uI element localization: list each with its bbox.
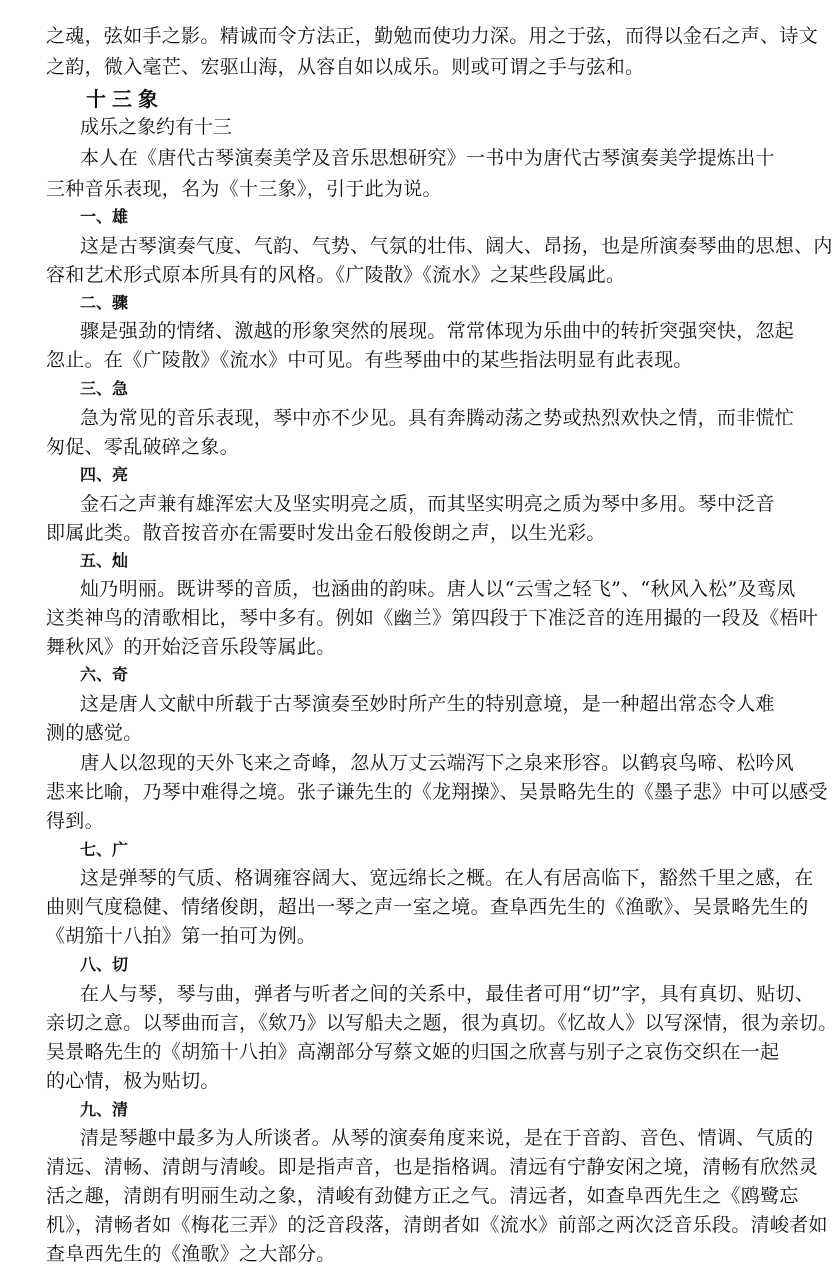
- intro-line-2: 之韵，微入毫芒、宏驱山海，从容自如以成乐。则或可谓之手与弦和。: [46, 56, 645, 78]
- item-line: 匆促、零乱破碎之象。: [46, 436, 240, 458]
- item-line: 清远、清畅、清朗与清峻。即是指声音，也是指格调。清远有宁静安闲之境，清畅有欣然灵: [46, 1156, 819, 1178]
- section-subtitle: 成乐之象约有十三: [80, 116, 233, 138]
- item-line: 舞秋风》的开始泛音乐段等属此。: [46, 636, 336, 658]
- item-line: 的心情，极为贴切。: [46, 1070, 220, 1092]
- item-line: 这是弹琴的气质、格调雍容阔大、宽远绵长之概。在人有居高临下，豁然千里之感，在: [80, 867, 814, 889]
- item-line: 测的感觉。: [46, 722, 143, 744]
- item-heading-can: 五、灿: [80, 551, 129, 570]
- item-line: 这类神鸟的清歌相比，琴中多有。例如《幽兰》第四段于下准泛音的连用撮的一段及《梧叶: [46, 607, 819, 629]
- item-line: 这是古琴演奏气度、气韵、气势、气氛的壮伟、阔大、昂扬，也是所演奏琴曲的思想、内: [80, 235, 833, 257]
- item-line: 曲则气度稳健、情绪俊朗，超出一琴之声一室之境。查阜西先生的《渔歌》、吴景略先生的: [46, 896, 809, 918]
- section-intro-line-2: 三种音乐表现，名为《十三象》，引于此为说。: [46, 178, 442, 200]
- item-line: 在人与琴，琴与曲，弹者与听者之间的关系中，最佳者可用“切”字，具有真切、贴切、: [80, 983, 815, 1005]
- item-heading-ji: 三、急: [80, 379, 129, 398]
- item-line: 这是唐人文献中所载于古琴演奏至妙时所产生的特别意境，是一种超出常态令人难: [80, 693, 775, 715]
- item-line: 即属此类。散音按音亦在需要时发出金石般俊朗之声，以生光彩。: [46, 522, 606, 544]
- item-line: 吴景略先生的《胡笳十八拍》高潮部分写蔡文姬的归国之欣喜与别子之哀伤交织在一起: [46, 1041, 780, 1063]
- item-heading-qie: 八、切: [80, 955, 129, 974]
- item-heading-liang: 四、亮: [80, 465, 129, 484]
- section-intro-line-1: 本人在《唐代古琴演奏美学及音乐思想研究》一书中为唐代古琴演奏美学提炼出十: [80, 147, 775, 169]
- item-line: 清是琴趣中最多为人所谈者。从琴的演奏角度来说，是在于音韵、音色、情调、气质的: [80, 1127, 814, 1149]
- item-line: 唐人以忽现的天外飞来之奇峰，忽从万丈云端泻下之泉来形容。以鹤哀鸟啼、松吟风: [80, 752, 795, 774]
- item-line: 查阜西先生的《渔歌》之大部分。: [46, 1243, 336, 1265]
- item-line: 灿乃明丽。既讲琴的音质，也涵曲的韵味。唐人以“云雪之轻飞”、“秋风入松”及鸾凤: [80, 578, 796, 600]
- item-line: 悲来比喻，乃琴中难得之境。张子谦先生的《龙翔操》、吴景略先生的《墨子悲》中可以感受: [46, 781, 828, 803]
- item-line: 活之趣，清朗有明丽生动之象，清峻有劲健方正之气。清远者，如查阜西先生之《鸥鹭忘: [46, 1185, 799, 1207]
- item-line: 容和艺术形式原本所具有的风格。《广陵散》《流水》之某些段属此。: [46, 264, 626, 286]
- item-line: 机》，清畅者如《梅花三弄》的泛音段落，清朗者如《流水》前部之两次泛音乐段。清峻者如: [46, 1214, 828, 1236]
- item-heading-guang: 七、广: [80, 840, 129, 859]
- item-line: 忽止。在《广陵散》《流水》中可见。有些琴曲中的某些指法明显有此表现。: [46, 349, 693, 371]
- item-line: 急为常见的音乐表现，琴中亦不少见。具有奔腾动荡之势或热烈欢快之情，而非慌忙: [80, 407, 795, 429]
- item-line: 得到。: [46, 810, 104, 832]
- intro-line-1: 之魂，弦如手之影。精诚而令方法正，勤勉而使功力深。用之于弦，而得以金石之声、诗文: [46, 25, 819, 47]
- item-line: 《胡笳十八拍》第一拍可为例。: [46, 925, 317, 947]
- item-line: 骤是强劲的情绪、激越的形象突然的展现。常常体现为乐曲中的转折突强突快，忽起: [80, 320, 795, 342]
- item-heading-zhou: 二、骤: [80, 293, 129, 312]
- item-line: 金石之声兼有雄浑宏大及坚实明亮之质，而其坚实明亮之质为琴中多用。琴中泛音: [80, 493, 775, 515]
- item-line: 亲切之意。以琴曲而言，《欸乃》以写船夫之题，很为真切。《忆故人》以写深情，很为亲切。: [46, 1012, 838, 1034]
- item-heading-xiong: 一、雄: [80, 207, 129, 226]
- section-title: 十三象: [86, 87, 164, 111]
- item-heading-qi: 六、奇: [80, 665, 129, 684]
- item-heading-qing: 九、清: [80, 1100, 129, 1119]
